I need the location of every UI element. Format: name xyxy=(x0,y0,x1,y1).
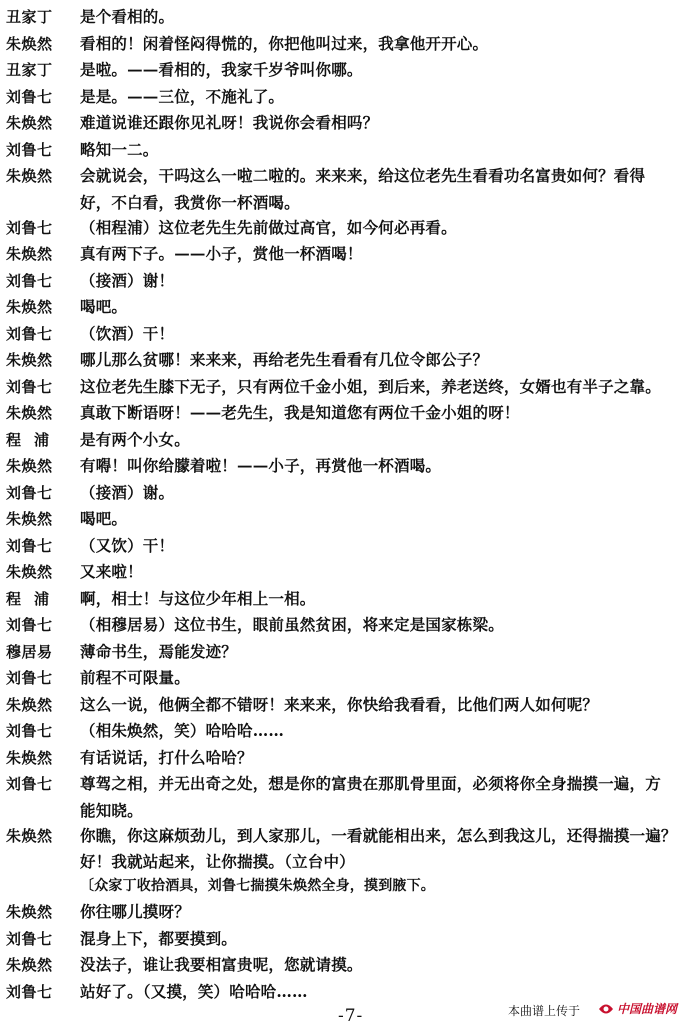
speech-text: 难道说谁还跟你见礼呀！我说你会看相吗？ xyxy=(80,113,379,132)
script-line xyxy=(6,215,696,242)
speech-text: （相朱焕然，笑）哈哈哈…… xyxy=(80,721,285,740)
speaker-name: 穆居易 xyxy=(6,642,53,661)
script-line xyxy=(6,294,696,321)
script-line xyxy=(6,374,696,401)
speaker-name: 朱焕然 xyxy=(6,510,53,528)
speaker-name: 朱焕然 xyxy=(6,956,53,974)
speaker-name: 刘鲁七 xyxy=(6,722,53,740)
script-line xyxy=(6,84,696,111)
speaker-name: 刘鲁七 xyxy=(6,483,53,502)
speaker-name: 朱焕然 xyxy=(6,563,53,581)
speaker-name: 朱焕然 xyxy=(6,695,53,714)
script-line xyxy=(6,480,696,507)
speech-text: （饮酒）干！ xyxy=(80,323,175,343)
speaker-name: 朱焕然 xyxy=(6,351,53,369)
speech-continuation: 能知晓。 xyxy=(80,800,143,820)
speech-text: （相程浦）这位老先生先前做过高官，如今何必再看。 xyxy=(80,217,457,237)
speech-text: 又来啦！ xyxy=(80,562,143,581)
speech-text: 会就说会，干吗这么一啦二啦的。来来来，给这位老先生看看功名富贵如何？看得 xyxy=(80,166,646,185)
speech-text: 是是。——三位，不施礼了。 xyxy=(80,86,285,106)
speech-text: 你往哪儿摸呀？ xyxy=(80,902,190,921)
speaker-name: 朱焕然 xyxy=(6,245,53,263)
speaker-name: 朱焕然 xyxy=(6,114,53,132)
speech-text: （接酒）谢！ xyxy=(80,270,175,290)
speech-text: 喝吧。 xyxy=(80,297,128,316)
speaker-name: 朱焕然 xyxy=(6,404,53,422)
script-line xyxy=(6,665,696,692)
speaker-name: 刘鲁七 xyxy=(6,271,53,290)
speech-text: 这么一说，他俩全都不错呀！来来来，你快给我看看，比他们两人如何呢？ xyxy=(80,694,599,714)
speech-continuation: 好！我就站起来，让你揣摸。（立台中） xyxy=(80,852,355,871)
speech-text: 是有两个小女。 xyxy=(80,429,190,449)
logo-mark-icon xyxy=(597,1002,615,1016)
script-line xyxy=(6,559,696,586)
speech-text: 有话说话，打什么哈哈？ xyxy=(80,747,253,767)
script-line xyxy=(6,639,696,666)
logo-text: 中国曲谱网 xyxy=(617,1002,678,1016)
speaker-name: 朱焕然 xyxy=(6,826,53,845)
speech-text: 混身上下，都要摸到。 xyxy=(80,928,238,948)
speaker-name: 朱焕然 xyxy=(6,34,53,53)
script-line xyxy=(6,899,696,926)
script-line xyxy=(6,347,696,374)
speaker-name: 程浦 xyxy=(6,430,63,449)
speech-text: 哪儿那么贫哪！来来来，再给老先生看看有几位令郎公子？ xyxy=(80,350,489,369)
page-number: -7- xyxy=(338,1006,364,1026)
speaker-name: 刘鲁七 xyxy=(6,140,53,159)
speaker-name: 丑家丁 xyxy=(6,8,53,26)
speech-text: 你瞧，你这麻烦劲儿，到人家那儿，一看就能相出来，怎么到我这儿，还得揣摸一遍？ xyxy=(80,825,677,845)
script-line xyxy=(6,745,696,772)
speech-text: 啊，相士！与这位少年相上一相。 xyxy=(80,588,316,608)
script-line xyxy=(6,31,696,58)
speech-text: 是个看相的。 xyxy=(80,7,175,26)
script-line xyxy=(6,612,696,639)
speech-text: 前程不可限量。 xyxy=(80,668,190,687)
script-line xyxy=(6,586,696,613)
speaker-name: 刘鲁七 xyxy=(6,324,53,343)
speech-text: 喝吧。 xyxy=(80,509,128,528)
speech-text: 没法子，谁让我要相富贵呢，您就请摸。 xyxy=(80,955,363,974)
site-logo[interactable] xyxy=(597,1000,677,1017)
script-line xyxy=(6,453,696,480)
stage-direction: 〔众家丁收拾酒具，刘鲁七揣摸朱焕然全身，摸到腋下。 xyxy=(80,878,435,894)
script-line xyxy=(6,241,696,268)
speaker-name: 刘鲁七 xyxy=(6,536,53,555)
script-line xyxy=(6,137,696,164)
script-line xyxy=(6,57,696,84)
speaker-name: 刘鲁七 xyxy=(6,929,53,948)
speech-text: （又饮）干！ xyxy=(80,535,175,555)
speech-text: 略知一二。 xyxy=(80,139,159,159)
speaker-name: 刘鲁七 xyxy=(6,218,53,237)
speech-text: 尊驾之相，并无出奇之处，想是你的富贵在那肌骨里面，必须将你全身揣摸一遍，方 xyxy=(80,774,661,793)
script-line xyxy=(6,771,696,798)
speech-text: 是啦。——看相的，我家千岁爷叫你哪。 xyxy=(80,60,363,79)
upload-note: 本曲谱上传于 xyxy=(508,1004,581,1018)
speech-continuation: 好，不白看，我赏你一杯酒喝。 xyxy=(80,192,300,212)
script-line xyxy=(6,823,696,850)
continuation-line xyxy=(6,849,696,874)
script-line xyxy=(6,926,696,953)
speaker-name: 朱焕然 xyxy=(6,167,53,185)
speech-text: 真有两下子。——小子，赏他一杯酒喝！ xyxy=(80,244,363,263)
script-lines xyxy=(6,4,696,1005)
speaker-name: 朱焕然 xyxy=(6,457,53,475)
script-line xyxy=(6,718,696,745)
speaker-name: 刘鲁七 xyxy=(6,669,53,687)
speaker-name: 刘鲁七 xyxy=(6,775,53,793)
speech-text: 真敢下断语呀！——老先生，我是知道您有两位千金小姐的呀！ xyxy=(80,403,520,422)
speech-text: 有嘚！叫你给朦着啦！——小子，再赏他一杯酒喝。 xyxy=(80,456,442,475)
script-line xyxy=(6,692,696,719)
speaker-name: 刘鲁七 xyxy=(6,87,53,106)
script-line xyxy=(6,4,696,31)
speech-text: 薄命书生，焉能发迹？ xyxy=(80,641,238,661)
speech-text: 看相的！闲着怪闷得慌的，你把他叫过来，我拿他开开心。 xyxy=(80,33,489,53)
speaker-name: 朱焕然 xyxy=(6,298,53,316)
continuation-line xyxy=(6,798,696,823)
speech-text: （相穆居易）这位书生，眼前虽然贫困，将来定是国家栋梁。 xyxy=(80,615,504,634)
speaker-name: 刘鲁七 xyxy=(6,616,53,634)
script-line xyxy=(6,952,696,979)
speaker-name: 朱焕然 xyxy=(6,748,53,767)
speech-text: （接酒）谢。 xyxy=(80,482,175,502)
speaker-name: 丑家丁 xyxy=(6,61,53,79)
script-line xyxy=(6,110,696,137)
speaker-name: 刘鲁七 xyxy=(6,982,53,1001)
page-footer xyxy=(0,1000,700,1027)
script-line xyxy=(6,506,696,533)
script-line xyxy=(6,163,696,190)
script-line xyxy=(6,533,696,560)
speaker-name: 朱焕然 xyxy=(6,903,53,921)
speech-text: 站好了。（又摸，笑）哈哈哈…… xyxy=(80,981,308,1001)
script-line xyxy=(6,427,696,454)
stage-direction-line xyxy=(6,874,696,899)
continuation-line xyxy=(6,190,696,215)
script-line xyxy=(6,268,696,295)
script-line xyxy=(6,400,696,427)
script-line xyxy=(6,321,696,348)
speaker-name: 程浦 xyxy=(6,589,63,608)
speaker-name: 刘鲁七 xyxy=(6,377,53,396)
speech-text: 这位老先生膝下无子，只有两位千金小姐，到后来，养老送终，女婿也有半子之靠。 xyxy=(80,376,661,396)
